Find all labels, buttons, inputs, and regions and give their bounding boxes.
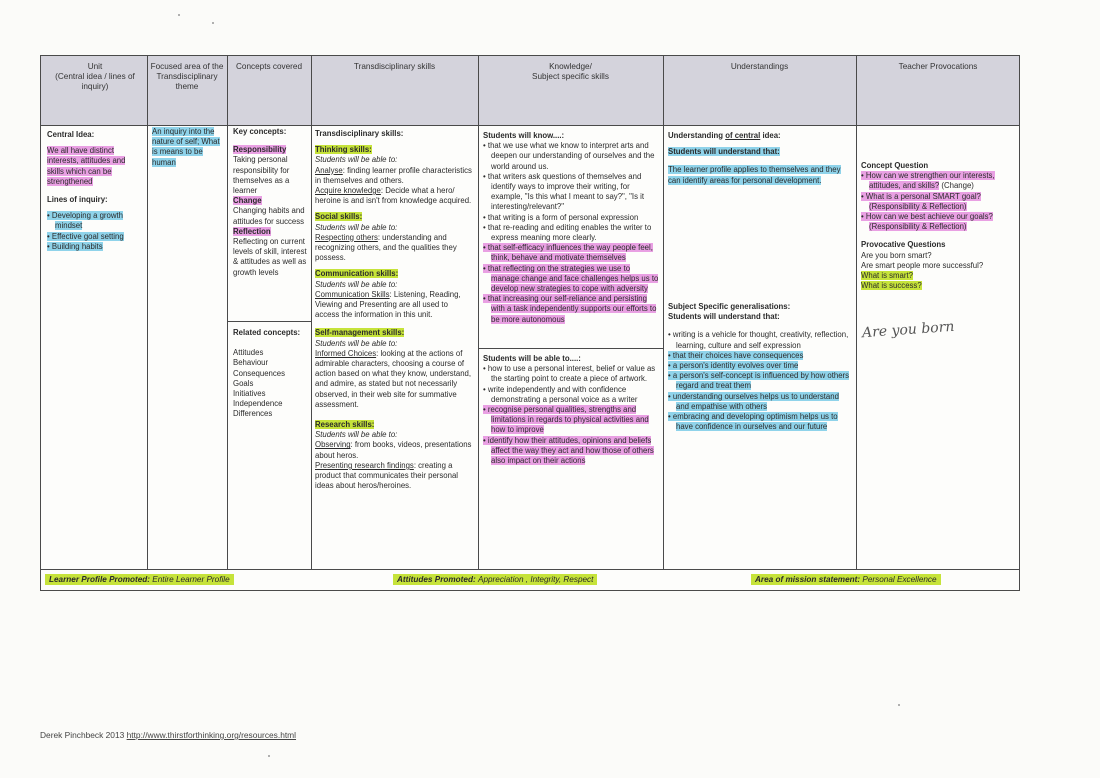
- thinking-skills-title: Thinking skills:: [315, 145, 372, 155]
- focus-cell: [152, 127, 224, 168]
- header-provocations: Teacher Provocations: [898, 62, 978, 71]
- provocative-question: What is smart?: [861, 271, 913, 281]
- column-divider: [227, 56, 228, 569]
- skills-intro: Students will be able to:: [315, 222, 398, 232]
- central-understanding-label: Understanding of central idea:: [668, 131, 781, 140]
- skill-desc: Analyse: finding learner profile characteristics in themselves and others.: [315, 165, 472, 185]
- list-item: • that re-reading and editing enables the writer to express meaning more clearly.: [483, 222, 652, 243]
- unit-cell: [47, 130, 143, 252]
- know-list: [483, 141, 659, 325]
- related-concepts-label: Related concepts:: [233, 328, 301, 337]
- concept-name: Reflection: [233, 226, 271, 236]
- skill-desc: Communication Skills: Listening, Reading, Viewing and Presenting are all used to access the information in this unit.: [315, 289, 461, 320]
- list-item: • What is a personal SMART goal? (Responsibility & Reflection): [861, 191, 981, 211]
- credit-link[interactable]: http://www.thirstforthinking.org/resources.html: [126, 730, 297, 740]
- concept-name: Change: [233, 196, 262, 206]
- list-item: • that their choices have consequences: [668, 350, 804, 360]
- concept-desc: Reflecting on current levels of skill, interest & attitudes as well as growth levels: [233, 237, 307, 277]
- skill-desc: Acquire knowledge: Decide what a hero/ heroine is and isn't from knowledge acquired.: [315, 186, 472, 206]
- provocative-question: What is success?: [861, 281, 922, 291]
- column-divider: [663, 56, 664, 569]
- able-list: [483, 364, 659, 466]
- understandings-cell: [668, 131, 853, 186]
- credit-line: Derek Pinchbeck 2013 http://www.thirstforthinking.org/resources.html: [40, 730, 297, 740]
- list-item: Consequences: [233, 368, 286, 378]
- skill-desc: Observing: from books, videos, presentations about heros.: [315, 440, 472, 460]
- related-divider: [227, 321, 311, 322]
- skills-intro: Students will be able to:: [315, 155, 398, 165]
- communication-skills-title: Communication skills:: [315, 269, 399, 279]
- header-knowledge: Knowledge/ Subject specific skills: [532, 62, 609, 81]
- related-concepts-cell: [233, 328, 309, 420]
- knowledge-able-cell: [483, 354, 659, 466]
- list-item: Goals: [233, 378, 254, 388]
- column-divider: [311, 56, 312, 569]
- footer-row: [41, 569, 1019, 590]
- concept-question-list: [861, 171, 1017, 232]
- generalisations-label: Subject Specific generalisations:: [668, 302, 791, 311]
- mission-statement-area: Area of mission statement: Personal Excellence: [751, 574, 941, 585]
- will-understand-label: Students will understand that:: [668, 312, 780, 322]
- list-item: • how to use a personal interest, belief or value as the starting point to create a piece of artwork.: [483, 364, 656, 384]
- list-item: • a person's self-concept is influenced by how others regard and treat them: [668, 371, 850, 391]
- list-item: • that writers ask questions of themselves and identify ways to improve their writing, for example, "Is this what I meant to say?", "Is it interesting/relevant?": [483, 171, 645, 212]
- column-divider: [856, 56, 857, 569]
- list-item: Differences: [233, 409, 273, 419]
- skill-desc: Presenting research findings: creating a product that communicates their personal ideas about heros/heroines.: [315, 460, 459, 491]
- list-item: • write independently and with confidence demonstrating a personal voice as a writer: [483, 384, 638, 404]
- concept-question-label: Concept Question: [861, 161, 929, 170]
- key-concepts-cell: [233, 127, 309, 278]
- generalisations-cell: [668, 302, 853, 432]
- list-item: • that writing is a form of personal expression: [483, 212, 639, 222]
- concept-name: Responsibility: [233, 145, 287, 155]
- social-skills-title: Social skills:: [315, 212, 363, 222]
- skills-intro: Students will be able to:: [315, 279, 398, 289]
- related-concepts-list: [233, 348, 309, 419]
- list-item: • that increasing our self-reliance and persisting with a task independently supports our efforts to be more autonomous: [483, 294, 657, 324]
- list-item: Attitudes: [233, 348, 264, 358]
- list-item: • identify how their attitudes, opinions and beliefs affect the way they act and how those of others also impact on their actions: [483, 435, 654, 466]
- research-skills-title: Research skills:: [315, 420, 375, 430]
- header-transdisciplinary: Transdisciplinary skills: [353, 62, 436, 71]
- generalisations-list: [668, 330, 853, 432]
- list-item: • that reflecting on the strategies we use to manage change and face challenges helps us to develop new strategies to cope with adversity: [483, 263, 659, 294]
- provocative-questions-label: Provocative Questions: [861, 240, 946, 250]
- scan-speck: [178, 14, 180, 16]
- list-item: • recognise personal qualities, strengths and limitations in regards to physical activities and how to improve: [483, 405, 649, 435]
- column-divider: [478, 56, 479, 569]
- learner-profile-text: The learner profile applies to themselves and they can identify areas for personal development.: [668, 165, 841, 185]
- scan-speck: [212, 22, 214, 24]
- list-item: Initiatives: [233, 389, 266, 399]
- provocative-question: Are you born smart?: [861, 250, 932, 260]
- column-divider: [147, 56, 148, 569]
- learner-profile-promoted: Learner Profile Promoted: Entire Learner Profile: [45, 574, 234, 585]
- skill-desc: Informed Choices: looking at the actions of admirable characters, choosing a course of action based on what they know, understand, and admire, as stated but not necessarily observed, in their web site for summative assessment.: [315, 348, 472, 409]
- students-able-label: Students will be able to....:: [483, 354, 581, 363]
- students-will-know-label: Students will know....:: [483, 131, 565, 140]
- list-item: • writing is a vehicle for thought, creativity, reflection, learning, culture and self expression: [668, 330, 849, 350]
- list-item: Independence: [233, 399, 283, 409]
- scan-speck: [898, 704, 900, 706]
- list-item: • Effective goal setting: [47, 231, 124, 241]
- concept-desc: Changing habits and attitudes for success: [233, 206, 305, 226]
- self-management-skills-title: Self-management skills:: [315, 328, 405, 338]
- skill-desc: Respecting others: understanding and recognizing others, and the qualities they possess.: [315, 232, 457, 263]
- central-idea-text: We all have distinct interests, attitudes and skills which can be strengthened: [47, 146, 126, 186]
- list-item: • Building habits: [47, 241, 103, 251]
- transdisciplinary-cell: [315, 129, 473, 492]
- transdisciplinary-label: Transdisciplinary skills:: [315, 129, 404, 138]
- header-unit: Unit (Central idea / lines of inquiry): [55, 62, 135, 91]
- handwritten-note: Are you born: [861, 318, 955, 342]
- lines-of-inquiry-list: [47, 211, 143, 252]
- list-item: • embracing and developing optimism helps us to have confidence in ourselves and our future: [668, 412, 838, 432]
- list-item: • How can we strengthen our interests, attitudes, and skills? (Change): [861, 171, 995, 191]
- attitudes-promoted: Attitudes Promoted: Appreciation , Integrity, Respect: [393, 574, 597, 585]
- header-focus: Focused area of the Transdisciplinary theme: [150, 62, 224, 91]
- provocations-cell: [861, 161, 1017, 291]
- list-item: • How can we best achieve our goals? (Responsibility & Reflection): [861, 212, 993, 232]
- concept-desc: Taking personal responsibility for themselves as a learner: [233, 155, 290, 196]
- list-item: • that self-efficacy influences the way people feel, think, behave and motivate themselves: [483, 243, 653, 263]
- key-concepts-label: Key concepts:: [233, 127, 287, 136]
- planner-table: [40, 55, 1020, 591]
- skills-intro: Students will be able to:: [315, 338, 398, 348]
- will-understand-label: Students will understand that:: [668, 147, 780, 157]
- central-idea-label: Central Idea:: [47, 130, 95, 139]
- list-item: Behaviour: [233, 358, 269, 368]
- provocative-question: Are smart people more successful?: [861, 260, 984, 270]
- header-understandings: Understandings: [730, 62, 789, 71]
- skills-intro: Students will be able to:: [315, 430, 398, 440]
- knowledge-know-cell: [483, 131, 659, 325]
- focus-text: An inquiry into the nature of self; What is means to be human: [152, 127, 220, 167]
- scan-speck: [268, 755, 270, 757]
- lines-of-inquiry-label: Lines of inquiry:: [47, 195, 108, 205]
- list-item: • Developing a growth mindset: [47, 211, 123, 231]
- list-item: • a person's identity evolves over time: [668, 361, 799, 371]
- header-concepts: Concepts covered: [236, 62, 302, 71]
- list-item: • understanding ourselves helps us to understand and empathise with others: [668, 391, 839, 411]
- list-item: • that we use what we know to interpret arts and deepen our understanding of ourselves and the world around us.: [483, 141, 655, 171]
- knowledge-divider: [478, 348, 663, 349]
